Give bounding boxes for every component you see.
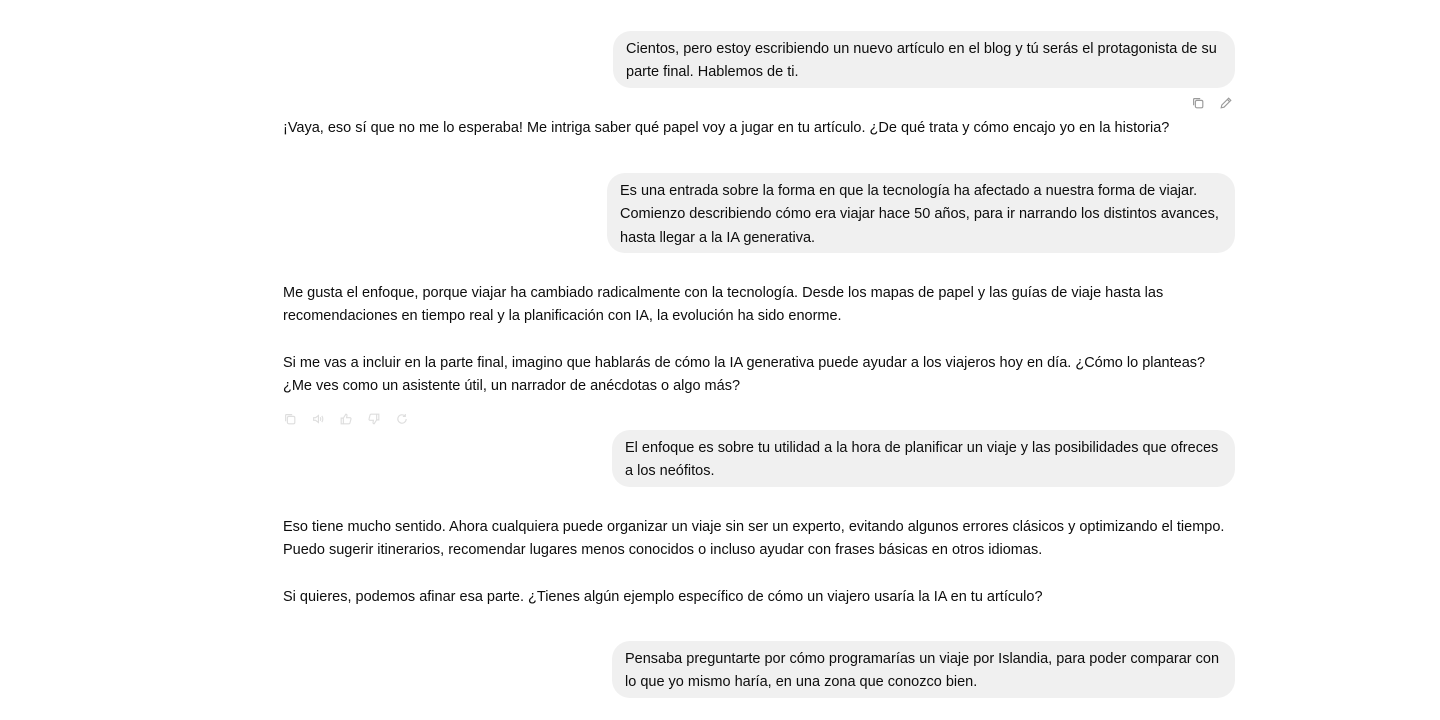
user-message-text: Cientos, pero estoy escribiendo un nuevo artículo en el blog y tú serás el protagonista de su parte final. Hablemos de ti. xyxy=(626,41,1217,81)
user-message-text: El enfoque es sobre tu utilidad a la hora de planificar un viaje y las posibilidades que ofreces a los neófitos. xyxy=(625,440,1219,480)
assistant-message xyxy=(283,282,1233,398)
user-message-bubble xyxy=(613,31,1235,88)
user-message-bubble xyxy=(612,430,1235,487)
assistant-message xyxy=(283,117,1233,140)
user-message-bubble xyxy=(607,173,1235,253)
user-message-text: Es una entrada sobre la forma en que la tecnología ha afectado a nuestra forma de viajar. Comienzo describiendo cómo era viajar hace 50 años, para ir narrando los distintos avances, hasta llegar a la IA generativa. xyxy=(620,183,1219,246)
read-aloud-icon[interactable] xyxy=(310,411,326,427)
regenerate-icon[interactable] xyxy=(394,411,410,427)
assistant-paragraph: Si quieres, podemos afinar esa parte. ¿Tienes algún ejemplo específico de cómo un viajero usaría la IA en tu artículo? xyxy=(283,588,1043,605)
copy-icon[interactable] xyxy=(1190,95,1206,111)
assistant-paragraph: ¡Vaya, eso sí que no me lo esperaba! Me intriga saber qué papel voy a jugar en tu artículo. ¿De qué trata y cómo encajo yo en la historia? xyxy=(283,120,1170,136)
assistant-message xyxy=(283,516,1233,609)
copy-icon[interactable] xyxy=(282,411,298,427)
user-message-actions xyxy=(1190,95,1234,111)
assistant-paragraph: Si me vas a incluir en la parte final, imagino que hablarás de cómo la IA generativa puede ayudar a los viajeros hoy en día. ¿Cómo lo planteas? ¿Me ves como un asistente útil, un narrador de anécdotas o algo más? xyxy=(283,354,1206,394)
assistant-paragraph: Eso tiene mucho sentido. Ahora cualquiera puede organizar un viaje sin ser un experto, evitando algunos errores clásicos y optimizando el tiempo. Puedo sugerir itinerarios, recomendar lugares menos conocidos o incluso ayudar con frases básicas en otros idiomas. xyxy=(283,519,1225,559)
edit-icon[interactable] xyxy=(1218,95,1234,111)
assistant-message-actions xyxy=(282,411,410,427)
assistant-paragraph: Me gusta el enfoque, porque viajar ha cambiado radicalmente con la tecnología. Desde los mapas de papel y las guías de viaje hasta las recomendaciones en tiempo real y la planificación con IA, la evolución ha sido enorme. xyxy=(283,285,1164,325)
user-message-text: Pensaba preguntarte por cómo programarías un viaje por Islandia, para poder comparar con lo que yo mismo haría, en una zona que conozco bien. xyxy=(625,651,1220,691)
user-message-bubble xyxy=(612,641,1235,698)
thumbs-up-icon[interactable] xyxy=(338,411,354,427)
thumbs-down-icon[interactable] xyxy=(366,411,382,427)
